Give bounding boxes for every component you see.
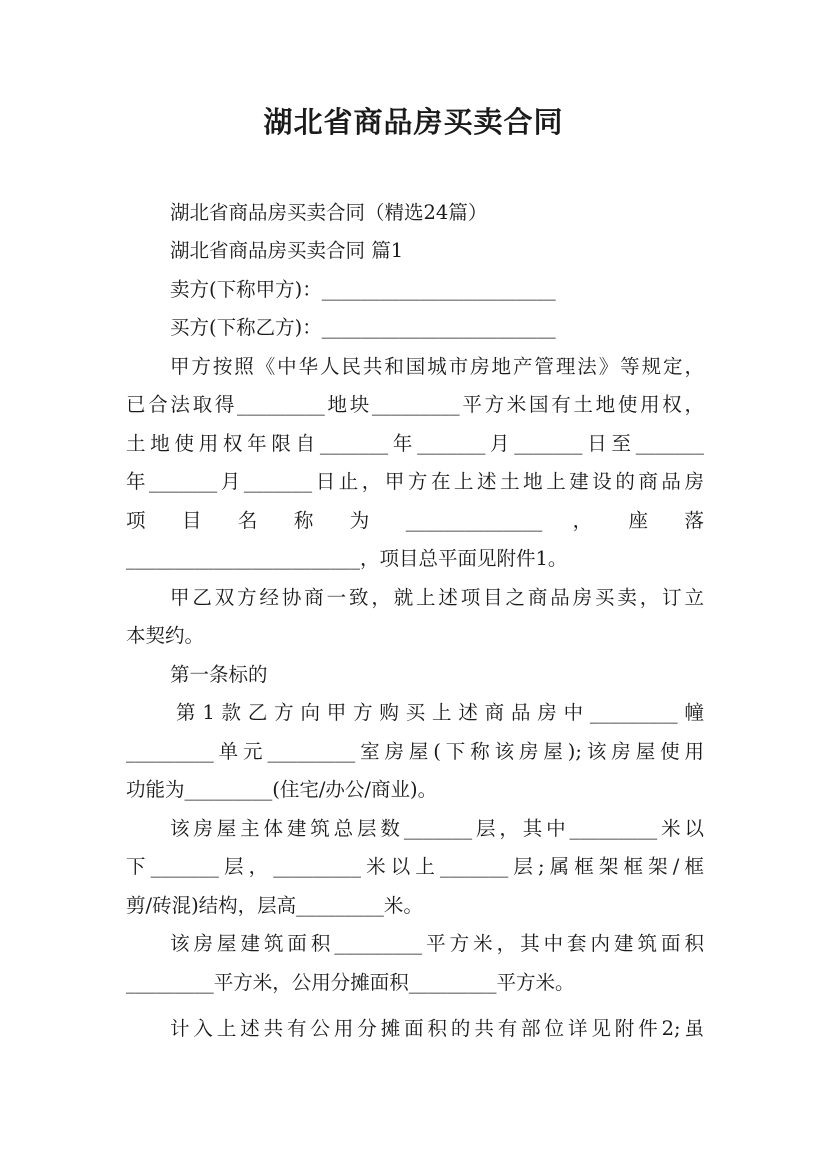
paragraph-line: ________________________，项目总平面见附件1。 <box>126 547 568 570</box>
paragraph-line: 土地使用权年限自_______年_______月_______日至_______ <box>126 432 704 455</box>
paragraph-line: 计入上述共有公用分摊面积的共有部位详见附件2;虽 <box>170 1017 704 1040</box>
paragraph-line: 第1款乙方向甲方购买上述商品房中_________幢 <box>176 701 704 724</box>
paragraph-line: 本契约。 <box>126 624 205 647</box>
paragraph-line: 功能为_________(住宅/办公/商业)。 <box>126 778 438 801</box>
paragraph-line: 年_______月_______日止，甲方在上述土地上建设的商品房 <box>126 470 704 493</box>
buyer-line: 买方(下称乙方)：________________________ <box>170 316 556 339</box>
paragraph-line: 该房屋建筑面积_________平方米，其中套内建筑面积 <box>170 932 704 955</box>
paragraph-line: 甲乙双方经协商一致，就上述项目之商品房买卖，订立 <box>170 586 704 609</box>
paragraph-line: 下_______层，_________米以上_______层;属框架框架/框 <box>126 855 704 878</box>
paragraph-line: 剪/砖混)结构，层高_________米。 <box>126 894 423 917</box>
paragraph-line: 已合法取得_________地块_________平方米国有土地使用权， <box>126 393 704 416</box>
paragraph-line: 项 目 名 称 为 ______________ ， 座 落 <box>126 509 704 532</box>
subtitle-line: 湖北省商品房买卖合同（精选24篇） <box>170 201 488 224</box>
paragraph-line: _________平方米，公用分摊面积_________平方米。 <box>126 971 575 994</box>
article-heading: 第一条标的 <box>170 663 268 686</box>
document-title: 湖北省商品房买卖合同 <box>263 105 564 139</box>
paragraph-line: 该房屋主体建筑总层数_______层，其中_________米以 <box>170 817 704 840</box>
paragraph-line: _________单元_________室房屋(下称该房屋);该房屋使用 <box>126 740 704 763</box>
paragraph-line: 甲方按照《中华人民共和国城市房地产管理法》等规定， <box>170 355 704 378</box>
section-heading: 湖北省商品房买卖合同 篇1 <box>170 239 404 262</box>
seller-line: 卖方(下称甲方)：________________________ <box>170 278 556 301</box>
